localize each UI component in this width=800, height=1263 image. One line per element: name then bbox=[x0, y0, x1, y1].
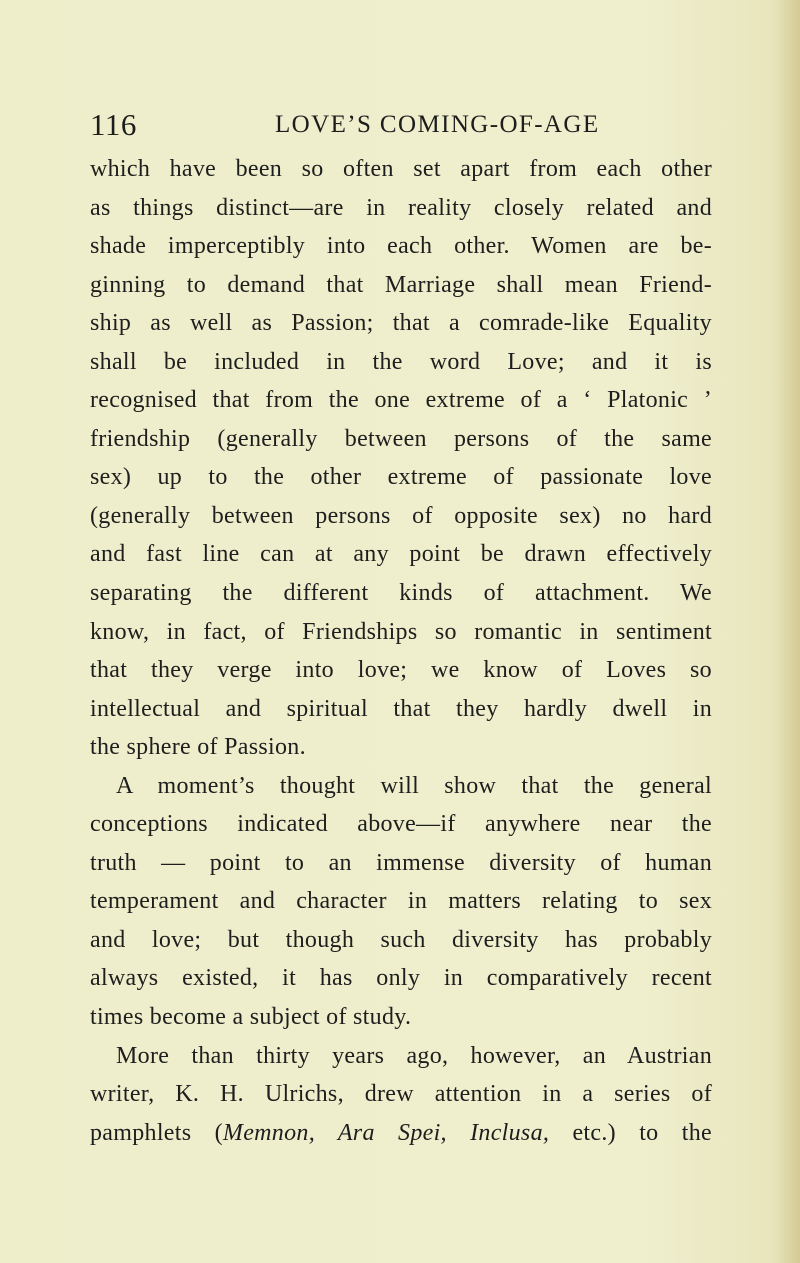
body-text bbox=[90, 150, 712, 1152]
text-line: which have been so often set apart from each other bbox=[90, 156, 712, 182]
text-line-with-titles bbox=[90, 1114, 712, 1153]
text-line: conceptions indicated above—if anywhere near the bbox=[90, 811, 712, 838]
text-line: truth — point to an immense diversity of human bbox=[90, 849, 712, 876]
italic-pamphlet-titles: Memnon, Ara Spei, Inclusa, bbox=[222, 1119, 550, 1146]
text-line: ginning to demand that Marriage shall mean Friend- bbox=[90, 271, 712, 298]
text-line: friendship (generally between persons of the same bbox=[90, 425, 712, 452]
paragraph-start-line: A moment’s thought will show that the general bbox=[116, 772, 712, 799]
text-line: as things distinct—are in reality closely related and bbox=[90, 194, 712, 221]
text-line: (generally between persons of opposite sex) no hard bbox=[90, 502, 712, 529]
text-line: ship as well as Passion; that a comrade-like Equality bbox=[90, 310, 712, 337]
text-line: shade imperceptibly into each other. Women are be- bbox=[90, 233, 712, 260]
text-line: recognised that from the one extreme of a ‘ Platonic ’ bbox=[90, 387, 712, 414]
page-header bbox=[90, 103, 714, 147]
text-line: separating the different kinds of attachment. We bbox=[90, 580, 712, 607]
running-head: LOVE’S COMING-OF-AGE bbox=[275, 111, 600, 138]
text-line: know, in fact, of Friendships so romantic in sentiment bbox=[90, 618, 712, 645]
text-line: shall be included in the word Love; and it is bbox=[90, 348, 712, 375]
text-line: and fast line can at any point be drawn effectively bbox=[90, 541, 712, 568]
page-edge-discoloration bbox=[778, 0, 800, 1263]
text-line: writer, K. H. Ulrichs, drew attention in a series of bbox=[90, 1081, 712, 1108]
text-segment: pamphlets ( bbox=[90, 1119, 223, 1146]
paragraph-end-line: times become a subject of study. bbox=[90, 1004, 412, 1031]
text-line: and love; but though such diversity has probably bbox=[90, 926, 712, 953]
text-line: temperament and character in matters relating to sex bbox=[90, 888, 712, 915]
text-line: intellectual and spiritual that they hardly dwell in bbox=[90, 695, 712, 722]
text-line: always existed, it has only in comparatively recent bbox=[90, 965, 712, 992]
text-line: that they verge into love; we know of Loves so bbox=[90, 657, 712, 684]
paragraph-start-line: More than thirty years ago, however, an Austrian bbox=[116, 1042, 712, 1069]
text-segment: etc.) to the bbox=[549, 1119, 712, 1146]
paragraph-end-line: the sphere of Passion. bbox=[90, 734, 306, 761]
text-line: sex) up to the other extreme of passionate love bbox=[90, 464, 712, 491]
page-number: 116 bbox=[90, 107, 137, 142]
